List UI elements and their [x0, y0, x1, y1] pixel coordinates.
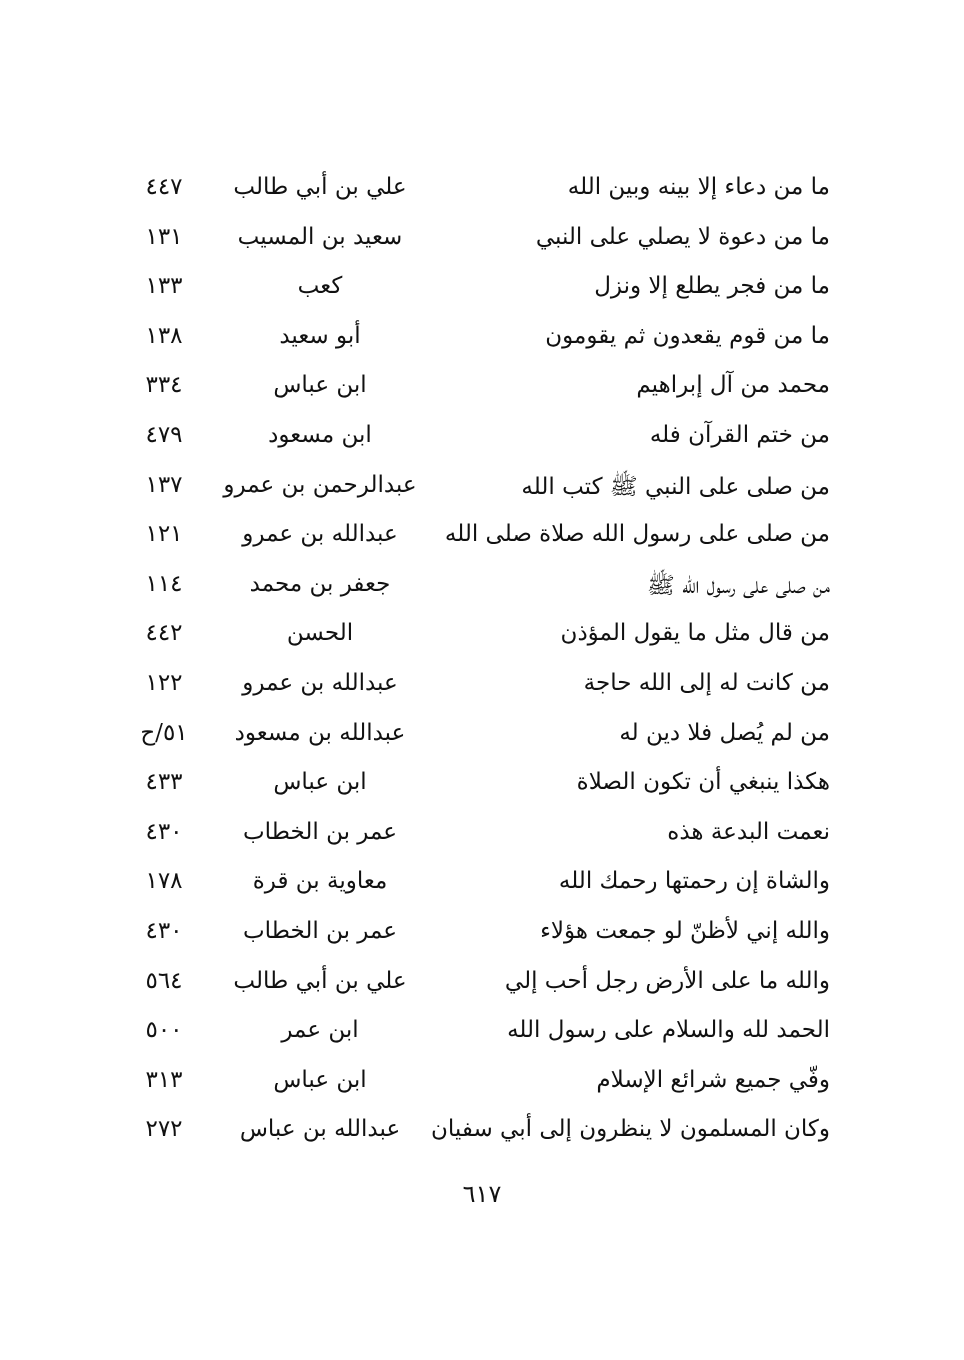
narrator-name: علي بن أبي طالب [233, 174, 407, 200]
page-reference: ٥١/ح [140, 719, 188, 746]
hadith-text: والله إني لأظنّ لو جمعت هؤلاء [540, 917, 830, 944]
index-row [120, 662, 830, 712]
hadith-text: هكذا ينبغي أن تكون الصلاة [576, 769, 830, 796]
narrator-name: علي بن أبي طالب [233, 967, 407, 994]
page-reference: ٤٤٢ [145, 620, 183, 647]
index-row [120, 265, 830, 315]
page-reference: ١٢١ [145, 521, 183, 548]
hadith-text: من قال مثل ما يقول المؤذن [560, 620, 830, 647]
narrator-name: كعب [297, 273, 343, 300]
index-row [120, 712, 830, 762]
index-row [120, 612, 830, 662]
page-reference: ١١٤ [145, 570, 183, 597]
narrator-name: ابن مسعود [268, 421, 372, 448]
narrator-name: عبدالله بن مسعود [234, 719, 406, 746]
narrator-name: الحسن [286, 620, 354, 647]
narrator-name: عمر بن الخطاب [242, 917, 397, 944]
hadith-text: نعمت البدعة هذه [667, 818, 830, 845]
page-reference: ١٣٨ [145, 322, 183, 349]
index-row [120, 960, 830, 1010]
hadith-text: والشاة إن رحمتها رحمك الله [558, 868, 830, 895]
page-reference: ٣٣٤ [145, 372, 183, 399]
page-reference: ١٣١ [145, 223, 183, 250]
hadith-text: من كانت له إلى الله حاجة [583, 669, 830, 696]
index-row [120, 216, 830, 266]
narrator-name: أبو سعيد [279, 322, 361, 349]
page-reference: ٢٧٢ [145, 1116, 183, 1143]
hadith-text: من ختم القرآن فله [649, 421, 830, 448]
index-row [120, 860, 830, 910]
narrator-name: ابن عباس [273, 1066, 367, 1093]
narrator-name: ابن عباس [273, 769, 367, 796]
hadith-text: محمد من آل إبراهيم [636, 372, 830, 399]
page-reference: ٤٣٠ [145, 818, 183, 845]
hadith-text: وكان المسلمون لا ينظرون إلى أبي سفيان [430, 1116, 830, 1143]
hadith-text: ما من فجر يطلع إلا ونزل [594, 273, 830, 300]
hadith-text: ما من دعاء إلا بينه وبين الله [567, 174, 830, 200]
page-reference: ٤٤٧ [145, 174, 183, 200]
page-reference: ١٧٨ [145, 868, 183, 895]
narrator-name: ابن عمر [281, 1017, 359, 1044]
index-row [120, 364, 830, 414]
narrator-name: سعيد بن المسيب [237, 223, 403, 250]
narrator-name: عمر بن الخطاب [242, 818, 397, 845]
page-reference: ٥٠٠ [145, 1017, 183, 1044]
page-reference: ١٣٣ [145, 273, 183, 300]
index-row [120, 315, 830, 365]
page-reference: ١٢٢ [145, 669, 183, 696]
hadith-text: والله ما على الأرض رجل أحب إلي [504, 967, 830, 994]
hadith-text: من لم يُصل فلا دين له [619, 719, 830, 746]
hadith-text: من صلى على رسول الله صلاة صلى الله [444, 521, 830, 548]
index-row [120, 1108, 830, 1158]
narrator-name: عبدالله بن عمرو [242, 521, 398, 548]
page-reference: ٤٣٠ [145, 917, 183, 944]
index-row [120, 910, 830, 960]
index-row [120, 563, 830, 613]
hadith-text: الحمد لله والسلام على رسول الله [507, 1017, 830, 1044]
narrator-name: عبدالله بن عباس [239, 1116, 401, 1143]
index-row [120, 513, 830, 563]
index-row [120, 166, 830, 216]
page-number: ٦١٧ [462, 1180, 502, 1208]
narrator-name: ابن عباس [273, 372, 367, 399]
index-row [120, 1059, 830, 1109]
index-row [120, 811, 830, 861]
hadith-text: وفّي جميع شرائع الإسلام [596, 1066, 830, 1093]
index-row [120, 414, 830, 464]
index-row [120, 1009, 830, 1059]
hadith-text: من صلى على رسول الله ﷺ [647, 572, 830, 599]
index-row [120, 761, 830, 811]
page-reference: ٤٣٣ [145, 769, 183, 796]
index-row [120, 464, 830, 514]
narrator-name: معاوية بن قرة [252, 868, 388, 895]
narrator-name: عبدالرحمن بن عمرو [223, 471, 417, 498]
page-reference: ٥٦٤ [145, 967, 183, 994]
page-reference: ٣١٣ [145, 1066, 183, 1093]
page-reference: ١٣٧ [145, 471, 183, 498]
hadith-text: ما من دعوة لا يصلي على النبي [535, 223, 830, 250]
narrator-name: جعفر بن محمد [249, 570, 391, 597]
page-reference: ٤٧٩ [145, 421, 183, 448]
hadith-index-table [120, 166, 830, 1158]
hadith-text: من صلى على النبي ﷺ كتب الله [521, 473, 830, 500]
hadith-text: ما من قوم يقعدون ثم يقومون [545, 322, 830, 349]
narrator-name: عبدالله بن عمرو [242, 669, 398, 696]
